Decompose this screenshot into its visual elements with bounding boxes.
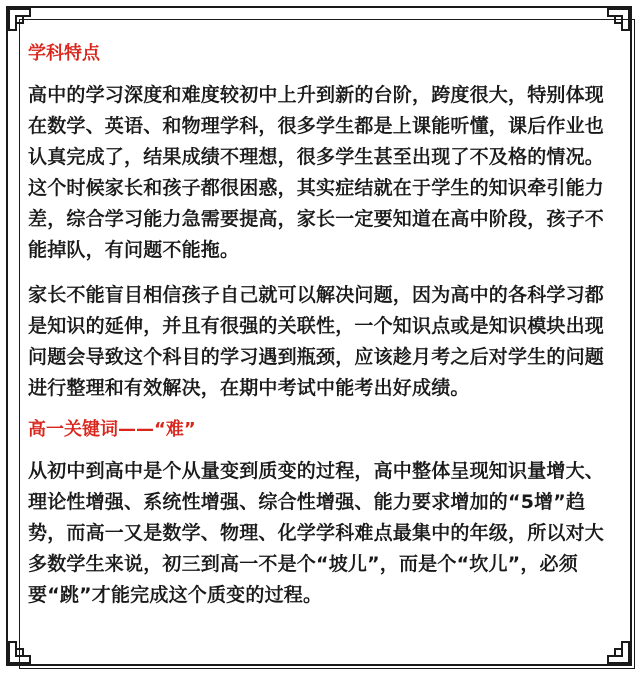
section-heading-keyword: 高一关键词——“难” (28, 419, 196, 440)
frame-corner-ornament-icon (600, 8, 630, 38)
article-body (28, 42, 614, 625)
frame-corner-ornament-icon (8, 8, 38, 38)
paragraph: 家长不能盲目相信孩子自己就可以解决问题，因为高中的各科学习都是知识的延伸，并且有很强的关联性，一个知识点或是知识模块出现问题会导致这个科目的学习遇到瓶颈，应该趁月考之后对学生的问题进行整理和有效解决，在期中考试中能考出好成绩。 (28, 284, 605, 399)
paragraph: 高中的学习深度和难度较初中上升到新的台阶，跨度很大，特别体现在数学、英语、和物理学科，很多学生都是上课能听懂，课后作业也认真完成了，结果成绩不理想，很多学生甚至出现了不及格的情况。这个时候家长和孩子都很困惑，其实症结就在于学生的知识牵引能力差，综合学习能力急需要提高，家长一定要知道在高中阶段，孩子不能掉队，有问题不能拖。 (28, 84, 605, 261)
frame-corner-ornament-icon (8, 634, 38, 664)
paragraph: 从初中到高中是个从量变到质变的过程，高中整体呈现知识量增大、理论性增强、系统性增强、综合性增强、能力要求增加的“5增”趋势，而高一又是数学、物理、化学学科难点最集中的年级，所以对大多数学生来说，初三到高一不是个“坡儿”，而是个“坎儿”，必须要“跳”才能完成这个质变的过程。 (28, 460, 605, 606)
section-heading-subject-traits: 学科特点 (28, 43, 100, 64)
frame-corner-ornament-icon (600, 634, 630, 664)
